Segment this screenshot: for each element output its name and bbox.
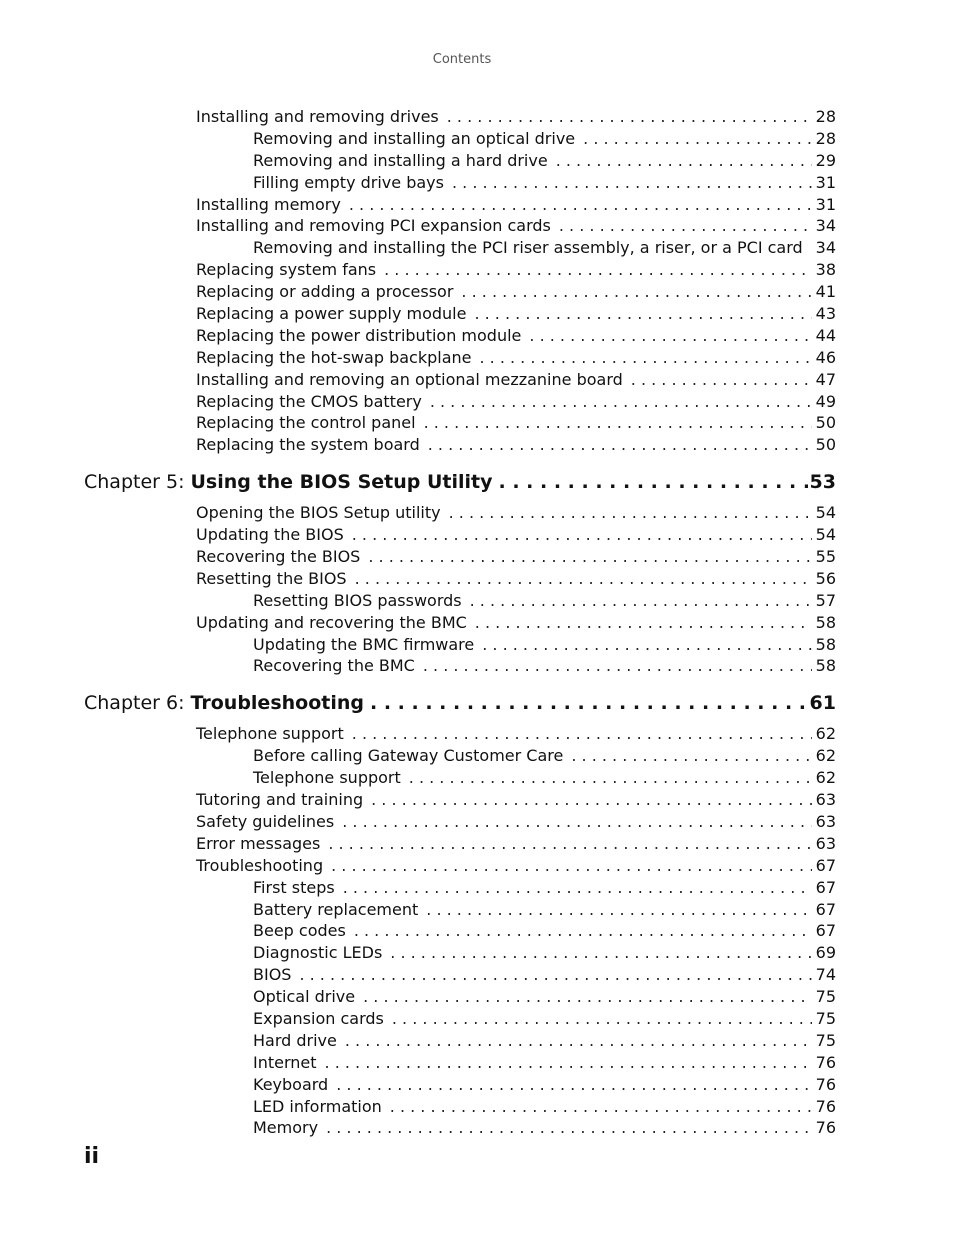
toc-entry-page: 49 bbox=[815, 391, 836, 411]
toc-entry-page: 76 bbox=[815, 1074, 836, 1094]
toc-entry-page: 67 bbox=[815, 921, 836, 941]
toc-entry[interactable] bbox=[0, 942, 954, 964]
toc-entry-page: 50 bbox=[815, 435, 836, 455]
toc-entry-title: Recovering the BIOS bbox=[196, 547, 361, 567]
toc-entry-page: 46 bbox=[815, 347, 836, 367]
toc-entry-page: 67 bbox=[815, 877, 836, 897]
toc-entry-title: Replacing the hot-swap backplane bbox=[196, 347, 472, 367]
toc-entry-page: 41 bbox=[815, 282, 836, 302]
dot-leader bbox=[499, 462, 808, 502]
toc-entry[interactable] bbox=[0, 568, 954, 590]
page-number: ii bbox=[84, 1144, 100, 1169]
toc-entry[interactable] bbox=[0, 723, 954, 745]
dot-leader bbox=[583, 128, 812, 150]
toc-entry-title: Telephone support bbox=[196, 724, 344, 744]
toc-entry-title: Replacing the system board bbox=[196, 435, 420, 455]
toc-entry-title: Updating the BMC firmware bbox=[253, 634, 475, 654]
dot-leader bbox=[556, 150, 812, 172]
toc-entry-title: Before calling Gateway Customer Care bbox=[253, 746, 564, 766]
toc-entry[interactable] bbox=[0, 281, 954, 303]
toc-chapter-6[interactable] bbox=[0, 683, 954, 723]
dot-leader bbox=[343, 877, 812, 899]
table-of-contents bbox=[0, 106, 954, 1139]
toc-entry-title: Replacing the CMOS battery bbox=[196, 391, 422, 411]
toc-entry-title: Removing and installing the PCI riser assembly, a riser, or a PCI card bbox=[253, 238, 803, 258]
toc-entry[interactable] bbox=[0, 259, 954, 281]
toc-entry-title: Replacing system fans bbox=[196, 260, 377, 280]
toc-entry-page: 31 bbox=[815, 172, 836, 192]
toc-entry-title: Safety guidelines bbox=[196, 811, 335, 831]
toc-entry-page: 55 bbox=[815, 547, 836, 567]
toc-entry-page: 50 bbox=[815, 413, 836, 433]
toc-entry[interactable] bbox=[0, 789, 954, 811]
dot-leader bbox=[482, 634, 811, 656]
toc-entry[interactable] bbox=[0, 1117, 954, 1139]
dot-leader bbox=[384, 259, 812, 281]
toc-entry[interactable] bbox=[0, 391, 954, 413]
chapter-page: 61 bbox=[809, 692, 836, 715]
toc-entry-page: 28 bbox=[815, 107, 836, 126]
toc-entry-page: 38 bbox=[815, 260, 836, 280]
dot-leader bbox=[409, 767, 812, 789]
dot-leader bbox=[325, 1052, 812, 1074]
toc-entry-page: 67 bbox=[815, 855, 836, 875]
toc-entry-title: Keyboard bbox=[253, 1074, 329, 1094]
toc-entry-page: 47 bbox=[815, 369, 836, 389]
toc-entry-title: BIOS bbox=[253, 965, 292, 985]
toc-entry-title: LED information bbox=[253, 1096, 382, 1116]
toc-entry[interactable] bbox=[0, 634, 954, 656]
toc-entry-page: 34 bbox=[815, 238, 836, 258]
toc-entry-title: Telephone support bbox=[253, 768, 401, 788]
toc-entry-title: Installing and removing drives bbox=[196, 107, 439, 126]
toc-entry[interactable] bbox=[0, 767, 954, 789]
toc-entry-title: Installing and removing an optional mezzanine board bbox=[196, 369, 623, 389]
toc-entry-page: 76 bbox=[815, 1118, 836, 1138]
toc-entry-title: Recovering the BMC bbox=[253, 656, 415, 676]
toc-entry[interactable] bbox=[0, 590, 954, 612]
toc-entry[interactable] bbox=[0, 546, 954, 568]
toc-entry[interactable] bbox=[0, 833, 954, 855]
dot-leader bbox=[352, 524, 812, 546]
dot-leader bbox=[449, 502, 812, 524]
toc-entry[interactable] bbox=[0, 745, 954, 767]
dot-leader bbox=[811, 237, 812, 259]
toc-entry-title: Replacing or adding a processor bbox=[196, 282, 454, 302]
toc-entry[interactable] bbox=[0, 172, 954, 194]
toc-group-chapter-5 bbox=[0, 502, 954, 677]
dot-leader bbox=[529, 325, 811, 347]
dot-leader bbox=[349, 194, 812, 216]
toc-entry-title: Diagnostic LEDs bbox=[253, 943, 383, 963]
dot-leader bbox=[336, 1074, 811, 1096]
toc-entry-page: 63 bbox=[815, 811, 836, 831]
toc-entry-page: 62 bbox=[815, 768, 836, 788]
toc-entry-page: 63 bbox=[815, 833, 836, 853]
toc-entry-title: Removing and installing a hard drive bbox=[253, 150, 548, 170]
toc-entry-title: Filling empty drive bays bbox=[253, 172, 444, 192]
toc-entry[interactable] bbox=[0, 434, 954, 456]
toc-entry-page: 69 bbox=[815, 943, 836, 963]
toc-entry-page: 34 bbox=[815, 216, 836, 236]
toc-entry-title: Error messages bbox=[196, 833, 321, 853]
dot-leader bbox=[426, 899, 811, 921]
toc-entry[interactable] bbox=[0, 964, 954, 986]
toc-entry-title: Hard drive bbox=[253, 1030, 337, 1050]
toc-entry[interactable] bbox=[0, 237, 954, 259]
toc-entry-title: Updating and recovering the BMC bbox=[196, 612, 467, 632]
toc-entry-page: 75 bbox=[815, 987, 836, 1007]
toc-entry-title: Beep codes bbox=[253, 921, 346, 941]
toc-entry-title: Installing memory bbox=[196, 194, 341, 214]
toc-entry-page: 58 bbox=[815, 612, 836, 632]
dot-leader bbox=[475, 612, 812, 634]
dot-leader bbox=[452, 172, 812, 194]
toc-entry-title: Memory bbox=[253, 1118, 319, 1138]
toc-entry[interactable] bbox=[0, 347, 954, 369]
toc-entry-title: Opening the BIOS Setup utility bbox=[196, 503, 441, 523]
toc-entry-page: 29 bbox=[815, 150, 836, 170]
toc-chapter-5[interactable] bbox=[0, 462, 954, 502]
toc-entry[interactable] bbox=[0, 877, 954, 899]
dot-leader bbox=[331, 855, 812, 877]
toc-entry-page: 62 bbox=[815, 724, 836, 744]
toc-entry[interactable] bbox=[0, 303, 954, 325]
dot-leader bbox=[363, 986, 812, 1008]
dot-leader bbox=[392, 1008, 812, 1030]
dot-leader bbox=[299, 964, 811, 986]
toc-entry-title: Optical drive bbox=[253, 987, 356, 1007]
toc-entry[interactable] bbox=[0, 194, 954, 216]
toc-entry-page: 67 bbox=[815, 899, 836, 919]
toc-entry-title: Internet bbox=[253, 1052, 317, 1072]
toc-group-chapter-4-continued bbox=[0, 106, 954, 456]
toc-entry-page: 58 bbox=[815, 656, 836, 676]
toc-entry-title: Updating the BIOS bbox=[196, 525, 344, 545]
dot-leader bbox=[390, 942, 811, 964]
dot-leader bbox=[368, 546, 811, 568]
toc-entry-title: Replacing the power distribution module bbox=[196, 325, 522, 345]
toc-entry[interactable] bbox=[0, 1096, 954, 1118]
toc-entry[interactable] bbox=[0, 1008, 954, 1030]
chapter-title: Using the BIOS Setup Utility bbox=[190, 471, 493, 494]
toc-entry[interactable] bbox=[0, 1074, 954, 1096]
toc-entry[interactable] bbox=[0, 215, 954, 237]
toc-entry-page: 76 bbox=[815, 1096, 836, 1116]
toc-entry[interactable] bbox=[0, 899, 954, 921]
toc-entry-title: Expansion cards bbox=[253, 1008, 384, 1028]
toc-entry-page: 54 bbox=[815, 525, 836, 545]
toc-entry-title: Installing and removing PCI expansion cards bbox=[196, 216, 551, 236]
toc-entry[interactable] bbox=[0, 655, 954, 677]
dot-leader bbox=[470, 590, 812, 612]
toc-entry-page: 75 bbox=[815, 1008, 836, 1028]
toc-entry-title: Resetting the BIOS bbox=[196, 568, 347, 588]
dot-leader bbox=[571, 745, 811, 767]
dot-leader bbox=[370, 683, 808, 723]
toc-entry[interactable] bbox=[0, 150, 954, 172]
toc-entry[interactable] bbox=[0, 811, 954, 833]
toc-entry[interactable] bbox=[0, 106, 954, 128]
chapter-number: Chapter 6: bbox=[84, 692, 185, 715]
dot-leader bbox=[371, 789, 812, 811]
toc-entry[interactable] bbox=[0, 502, 954, 524]
toc-entry-page: 62 bbox=[815, 746, 836, 766]
dot-leader bbox=[447, 106, 812, 128]
toc-entry-title: Battery replacement bbox=[253, 899, 419, 919]
dot-leader bbox=[352, 723, 812, 745]
toc-entry-page: 43 bbox=[815, 304, 836, 324]
dot-leader bbox=[479, 347, 811, 369]
toc-entry-page: 57 bbox=[815, 590, 836, 610]
toc-entry-page: 28 bbox=[815, 128, 836, 148]
toc-entry-title: Tutoring and training bbox=[196, 790, 364, 810]
toc-entry-title: Troubleshooting bbox=[196, 855, 324, 875]
toc-group-chapter-6 bbox=[0, 723, 954, 1139]
toc-entry[interactable] bbox=[0, 524, 954, 546]
dot-leader bbox=[428, 434, 812, 456]
toc-entry-page: 44 bbox=[815, 325, 836, 345]
toc-entry[interactable] bbox=[0, 986, 954, 1008]
toc-entry-title: First steps bbox=[253, 877, 335, 897]
chapter-title: Troubleshooting bbox=[190, 692, 364, 715]
running-head: Contents bbox=[432, 52, 492, 67]
toc-entry-title: Removing and installing an optical drive bbox=[253, 128, 576, 148]
toc-entry-page: 54 bbox=[815, 503, 836, 523]
toc-entry-title: Resetting BIOS passwords bbox=[253, 590, 462, 610]
toc-entry[interactable] bbox=[0, 325, 954, 347]
toc-entry[interactable] bbox=[0, 612, 954, 634]
toc-entry-title: Replacing the control panel bbox=[196, 413, 416, 433]
dot-leader bbox=[474, 303, 811, 325]
toc-entry[interactable] bbox=[0, 920, 954, 942]
toc-entry[interactable] bbox=[0, 412, 954, 434]
dot-leader bbox=[424, 412, 812, 434]
toc-entry-page: 75 bbox=[815, 1030, 836, 1050]
chapter-number: Chapter 5: bbox=[84, 471, 185, 494]
toc-entry-page: 31 bbox=[815, 194, 836, 214]
dot-leader bbox=[328, 833, 811, 855]
toc-entry[interactable] bbox=[0, 369, 954, 391]
dot-leader bbox=[326, 1117, 812, 1139]
toc-entry-page: 76 bbox=[815, 1052, 836, 1072]
dot-leader bbox=[345, 1030, 812, 1052]
chapter-page: 53 bbox=[809, 471, 836, 494]
dot-leader bbox=[430, 391, 812, 413]
toc-entry-title: Replacing a power supply module bbox=[196, 304, 467, 324]
dot-leader bbox=[354, 920, 812, 942]
dot-leader bbox=[390, 1096, 812, 1118]
toc-entry[interactable] bbox=[0, 1030, 954, 1052]
toc-entry-page: 58 bbox=[815, 634, 836, 654]
dot-leader bbox=[423, 655, 812, 677]
toc-entry[interactable] bbox=[0, 855, 954, 877]
dot-leader bbox=[631, 369, 812, 391]
toc-entry[interactable] bbox=[0, 128, 954, 150]
toc-entry[interactable] bbox=[0, 1052, 954, 1074]
dot-leader bbox=[559, 215, 812, 237]
dot-leader bbox=[461, 281, 811, 303]
toc-entry-page: 63 bbox=[815, 790, 836, 810]
toc-entry-page: 56 bbox=[815, 568, 836, 588]
dot-leader bbox=[342, 811, 811, 833]
toc-entry-page: 74 bbox=[815, 965, 836, 985]
dot-leader bbox=[355, 568, 812, 590]
